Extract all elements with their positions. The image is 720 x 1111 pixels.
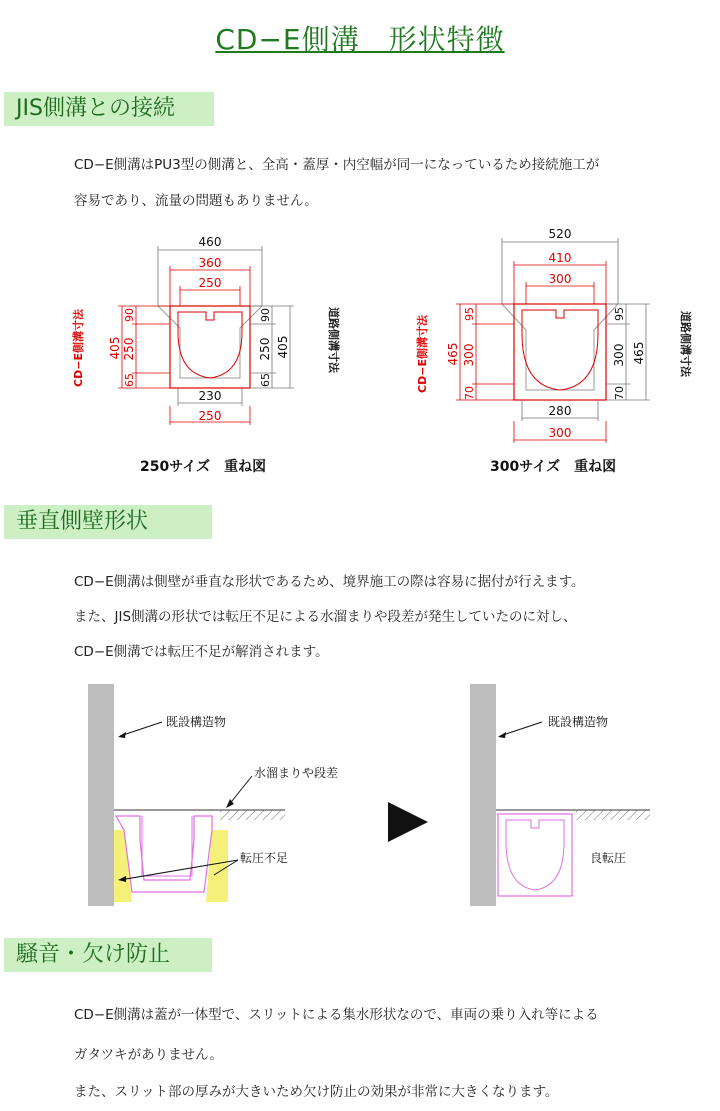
paragraph-line: 容易であり、流量の問題もありません。 — [74, 193, 318, 209]
dim-bottom-inner: 280 — [548, 404, 572, 418]
paragraph-line: CD−E側溝は蓋が一体型で、スリットによる集水形状なので、車両の乗り入れ等による — [74, 1007, 599, 1023]
paragraph-line: また、JIS側溝の形状では転圧不足による水溜まりや段差が発生していたのに対し、 — [74, 609, 577, 625]
cross-section-diagram-250 — [60, 228, 360, 433]
dim-top-mid: 410 — [548, 251, 572, 265]
page-title: CD−E側溝 形状特徴 — [215, 23, 505, 56]
dim-right-bot: 70 — [613, 386, 626, 400]
installation-comparison-diagram — [80, 680, 660, 910]
comparison-arrow-icon — [388, 802, 428, 842]
dim-right-bot: 65 — [259, 373, 272, 387]
dim-right-mid: 250 — [258, 337, 272, 361]
left-dimension-label: CD−E側溝寸法 — [72, 309, 85, 387]
dim-right-total: 465 — [632, 341, 646, 365]
diagram-caption-250: 250サイズ 重ね図 — [140, 459, 267, 475]
paragraph-line: また、スリット部の厚みが大きいため欠け防止の効果が非常に大きくなります。 — [74, 1084, 559, 1100]
left-dimension-label: CD−E側溝寸法 — [416, 315, 429, 393]
label-good-compaction: 良転圧 — [590, 851, 627, 865]
dim-top-outer: 520 — [548, 227, 572, 241]
right-dimension-label: 道路側溝寸法 — [327, 307, 340, 373]
dim-right-top: 95 — [613, 307, 626, 321]
dim-bottom-inner: 230 — [198, 389, 222, 403]
dim-bottom-outer: 300 — [548, 426, 572, 440]
paragraph-line: CD−E側溝は側壁が垂直な形状であるため、境界施工の際は容易に据付が行えます。 — [74, 574, 585, 590]
existing-structure-wall — [470, 684, 496, 906]
label-existing-structure-left: 既設構造物 — [166, 715, 227, 729]
section-heading-noise-chip-prevention: 騒音・欠け防止 — [4, 938, 212, 972]
dim-left-bot: 65 — [123, 373, 136, 387]
paragraph-line: CD−E側溝では転圧不足が解消されます。 — [74, 644, 329, 660]
dim-right-total: 405 — [276, 335, 290, 359]
diagram-caption-300: 300サイズ 重ね図 — [490, 459, 617, 475]
dim-right-mid: 300 — [612, 343, 626, 367]
dim-left-mid: 300 — [462, 343, 476, 367]
section-heading-vertical-wall: 垂直側壁形状 — [4, 505, 212, 539]
dim-left-total: 465 — [446, 342, 460, 366]
right-dimension-label: 道路側溝寸法 — [679, 311, 692, 377]
dim-top-inner: 250 — [198, 276, 222, 290]
label-existing-structure-right: 既設構造物 — [548, 715, 609, 729]
dim-top-mid: 360 — [198, 256, 222, 270]
dim-left-total: 405 — [108, 336, 122, 360]
paragraph-line: ガタツキがありません。 — [74, 1047, 223, 1063]
cross-section-diagram-300 — [400, 222, 710, 452]
dim-left-mid: 250 — [122, 337, 136, 361]
dim-bottom-outer: 250 — [198, 409, 222, 423]
label-insufficient-compaction: 転圧不足 — [240, 851, 289, 865]
dim-left-top: 95 — [463, 307, 476, 321]
dim-top-inner: 300 — [548, 272, 572, 286]
paragraph-line: CD−E側溝はPU3型の側溝と、全高・蓋厚・内空幅が同一になっているため接続施工が — [74, 157, 600, 173]
dim-right-top: 90 — [259, 308, 272, 322]
label-water-pooling: 水溜まりや段差 — [254, 766, 339, 780]
dim-left-top: 90 — [123, 308, 136, 322]
section-heading-jis-connection: JIS側溝との接続 — [4, 92, 214, 126]
dim-top-outer: 460 — [198, 235, 222, 249]
existing-structure-wall — [88, 684, 114, 906]
dim-left-bot: 70 — [463, 386, 476, 400]
